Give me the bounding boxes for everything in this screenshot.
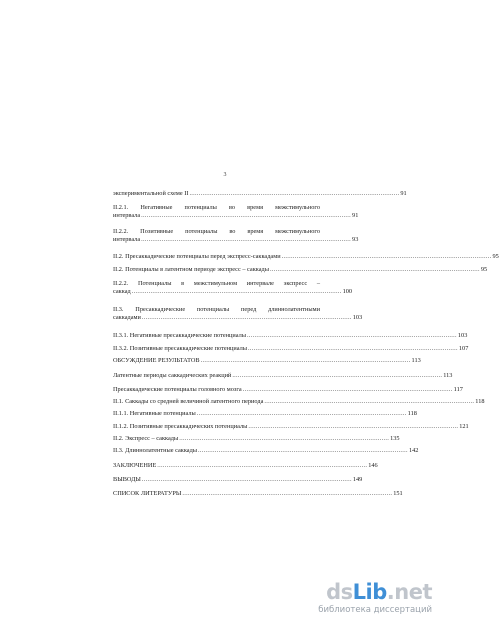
toc-entry-page: 142 <box>408 447 419 454</box>
toc-entry-title: ОБСУЖДЕНИЕ РЕЗУЛЬТАТОВ <box>113 357 200 364</box>
dot-leader: ................................................................................................................ <box>141 212 352 219</box>
toc-entry-title-line2: интервала <box>113 236 141 243</box>
dot-leader: ................................................................................................................ <box>232 372 443 379</box>
toc-entry-title-line1: II.2.2. Позитивные потенциалы во время межстимульного <box>113 228 320 235</box>
toc-entry <box>113 423 469 431</box>
dot-leader: ................................................................................................................ <box>246 332 457 339</box>
logo-net: .net <box>386 580 432 604</box>
page-number: 3 <box>223 172 227 178</box>
dot-leader: ................................................................................................................ <box>198 447 408 454</box>
toc-entry-title: II.3. Длиннолатентные саккады <box>113 447 198 454</box>
toc-entry-page: 103 <box>457 332 468 339</box>
toc-entry-title: СПИСОК ЛИТЕРАТУРЫ <box>113 490 182 497</box>
toc-entry-title: Латентные периоды саккадических реакций <box>113 372 232 379</box>
toc-entry-title: II.2. Экспресс – саккады <box>113 435 179 442</box>
toc-entry-page: 149 <box>352 476 363 483</box>
toc-entry-title-line1: II.2.2. Потенциалы в межстимульном интервале экспресс – <box>113 280 320 287</box>
toc-entry-title: экспериментальной схеме II <box>113 190 189 197</box>
toc-entry-title: II.1. Саккады со средней величиной латентного периода <box>113 398 264 405</box>
toc-entry-title-line1: II.2.1. Негативные потенциалы во время межстимульного <box>113 204 320 211</box>
toc-entry <box>113 476 363 484</box>
toc-entry <box>113 204 359 220</box>
toc-entry <box>113 190 407 198</box>
toc-entry <box>113 345 469 353</box>
toc-entry <box>113 386 463 394</box>
watermark-subtitle: библиотека диссертаций <box>318 605 432 615</box>
toc-entry-title-line2: интервала <box>113 212 141 219</box>
dot-leader: ................................................................................................................ <box>248 423 459 430</box>
toc-entry-page: 118 <box>475 398 485 405</box>
logo-ds: ds <box>326 580 353 604</box>
toc-entry-page: 135 <box>390 435 400 442</box>
toc-entry <box>113 266 488 274</box>
toc-entry <box>113 447 419 455</box>
toc-entry <box>113 435 400 443</box>
toc-entry-page: 113 <box>411 357 421 364</box>
toc-entry-page: 103 <box>352 314 363 321</box>
toc-entry-title: II.2. Потенциалы в латентном периоде экспресс – саккады <box>113 266 269 273</box>
dot-leader: ................................................................................................................ <box>264 398 475 405</box>
toc-entry <box>113 332 468 340</box>
dot-leader: ................................................................................................................ <box>281 253 492 260</box>
dot-leader: ................................................................................................................ <box>242 386 453 393</box>
toc-entry <box>113 306 363 322</box>
dot-leader: ................................................................................................................ <box>189 190 400 197</box>
toc-entry-page: 100 <box>342 288 353 295</box>
dot-leader: ................................................................................................................ <box>141 476 352 483</box>
toc-entry-title-line2: саккадами <box>113 314 141 321</box>
toc-entry-page: 121 <box>459 423 469 430</box>
toc-entry-page: 91 <box>352 212 359 219</box>
toc-entry-page: 91 <box>400 190 407 197</box>
dot-leader: ................................................................................................................ <box>200 357 411 364</box>
toc-entry <box>113 372 453 380</box>
dslib-watermark <box>314 578 434 620</box>
toc-entry-page: 113 <box>443 372 453 379</box>
dslib-logo <box>326 580 432 604</box>
dot-leader: ................................................................................................................ <box>141 236 352 243</box>
toc-entry-title-line2: саккад <box>113 288 131 295</box>
toc-entry <box>113 228 359 244</box>
toc-entry <box>113 410 417 418</box>
toc-entry-page: 117 <box>453 386 463 393</box>
toc-entry-page: 95 <box>492 253 499 260</box>
toc-entry-title: II.3.2. Позитивные пресаккадические потенциалы <box>113 345 247 352</box>
toc-entry <box>113 253 499 261</box>
dot-leader: ................................................................................................................ <box>157 462 368 469</box>
dot-leader: ................................................................................................................ <box>141 314 352 321</box>
toc-entry-title: II.1.2. Позитивные пресаккадических потенциалы <box>113 423 248 430</box>
toc-entry-title: ЗАКЛЮЧЕНИЕ <box>113 462 157 469</box>
toc-entry-title-line1: II.3. Пресаккадические потенциалы перед длиннолатентными <box>113 306 320 313</box>
toc-entry <box>113 357 421 365</box>
toc-entry-title: II.1.1. Негативные потенциалы <box>113 410 196 417</box>
toc-entry <box>113 490 403 498</box>
toc-entry-title: II.2. Пресаккадические потенциалы перед экспресс-саккадами <box>113 253 281 260</box>
toc-entry <box>113 462 378 470</box>
toc-entry-title: II.3.1. Негативные пресаккадические потенциалы <box>113 332 246 339</box>
toc-entry-page: 107 <box>458 345 469 352</box>
toc-entry-title: Пресаккадические потенциалы головного мозга <box>113 386 242 393</box>
toc-entry-page: 146 <box>368 462 378 469</box>
toc-entry <box>113 280 353 296</box>
logo-lib: Lib <box>352 580 387 604</box>
dot-leader: ................................................................................................................ <box>179 435 390 442</box>
toc-entry-page: 118 <box>407 410 417 417</box>
toc-entry-page: 95 <box>480 266 488 273</box>
dot-leader: ................................................................................................................ <box>269 266 480 273</box>
dot-leader: ................................................................................................................ <box>182 490 393 497</box>
toc-entry-title: ВЫВОДЫ <box>113 476 141 483</box>
toc-entry <box>113 398 485 406</box>
dot-leader: ................................................................................................................ <box>247 345 458 352</box>
dot-leader: ................................................................................................................ <box>196 410 407 417</box>
toc-entry-page: 151 <box>393 490 403 497</box>
dot-leader: ................................................................................................................ <box>131 288 342 295</box>
toc-entry-page: 93 <box>352 236 359 243</box>
